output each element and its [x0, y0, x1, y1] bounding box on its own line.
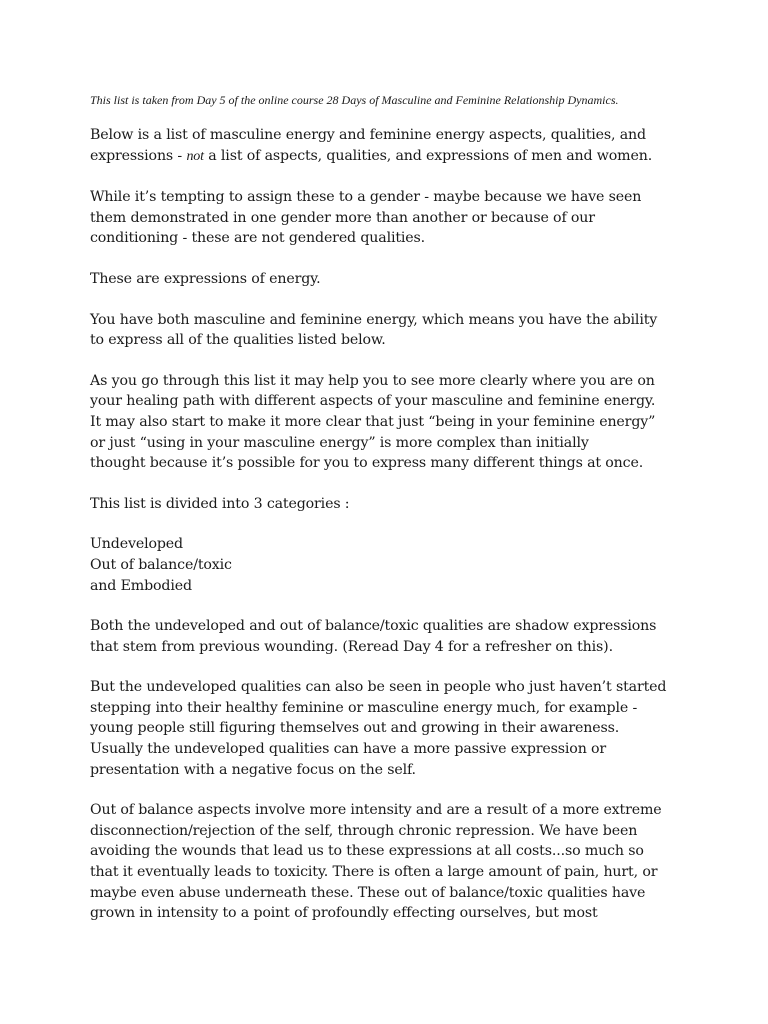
paragraph-6 [90, 494, 690, 515]
paragraph-line: young people still figuring themselves out and growing in their awareness. [90, 720, 620, 737]
paragraph-line: that stem from previous wounding. (Reread Day 4 for a refresher on this). [90, 638, 613, 655]
paragraph-line: your healing path with different aspects of your masculine and feminine energy. [90, 393, 656, 410]
paragraph-line: It may also start to make it more clear that just “being in your feminine energy” [90, 413, 656, 430]
paragraph-5 [90, 371, 690, 474]
paragraph-line: that it eventually leads to toxicity. There is often a large amount of pain, hurt, or [90, 864, 658, 881]
paragraph-line: or just “using in your masculine energy” is more complex than initially [90, 434, 589, 451]
category-list [90, 534, 690, 596]
paragraph-line: This list is divided into 3 categories : [90, 495, 350, 512]
intro-note: This list is taken from Day 5 of the online course 28 Days of Masculine and Feminine Relationship Dynamics. [90, 93, 619, 107]
paragraph-line: to express all of the qualities listed below. [90, 332, 386, 349]
paragraph-line: As you go through this list it may help you to see more clearly where you are on [90, 372, 655, 389]
paragraph-4 [90, 310, 690, 351]
paragraph-line: disconnection/rejection of the self, through chronic repression. We have been [90, 822, 638, 839]
paragraph-line: Out of balance aspects involve more intensity and are a result of a more extreme [90, 802, 662, 819]
paragraph-1-line-2 [90, 146, 690, 168]
paragraph-7 [90, 616, 690, 657]
category-item: Out of balance/toxic [90, 556, 232, 573]
paragraph-line: avoiding the wounds that lead us to these expressions at all costs...so much so [90, 843, 644, 860]
paragraph-line: stepping into their healthy feminine or masculine energy much, for example - [90, 699, 638, 716]
paragraph-line: thought because it’s possible for you to express many different things at once. [90, 455, 644, 472]
paragraph-line: maybe even abuse underneath these. These out of balance/toxic qualities have [90, 884, 646, 901]
paragraph-1-line-1: Below is a list of masculine energy and feminine energy aspects, qualities, and [90, 127, 646, 143]
category-item: and Embodied [90, 577, 192, 594]
emphasis-not: not [186, 148, 204, 164]
paragraph-line: grown in intensity to a point of profoundly effecting ourselves, but most [90, 905, 598, 922]
paragraph-line: Both the undeveloped and out of balance/toxic qualities are shadow expressions [90, 618, 657, 635]
paragraph-line: them demonstrated in one gender more than another or because of our [90, 209, 595, 226]
document-page [90, 92, 690, 944]
category-item: Undeveloped [90, 536, 183, 553]
paragraph-1-line-2-start: expressions - [90, 147, 187, 164]
paragraph-2 [90, 187, 690, 249]
paragraph-1-line-2-end: a list of aspects, qualities, and expressions of men and women. [203, 147, 653, 164]
paragraph-3 [90, 269, 690, 290]
paragraph-line: You have both masculine and feminine energy, which means you have the ability [90, 311, 658, 328]
paragraph-1 [90, 125, 690, 167]
paragraph-line: While it’s tempting to assign these to a gender - maybe because we have seen [90, 189, 642, 206]
paragraph-line: presentation with a negative focus on the self. [90, 761, 416, 778]
paragraph-9 [90, 800, 690, 924]
paragraph-8 [90, 677, 690, 780]
paragraph-line: Usually the undeveloped qualities can have a more passive expression or [90, 741, 607, 758]
paragraph-line: But the undeveloped qualities can also be seen in people who just haven’t started [90, 679, 667, 696]
paragraph-line: conditioning - these are not gendered qualities. [90, 230, 426, 247]
paragraph-line: These are expressions of energy. [90, 270, 321, 287]
